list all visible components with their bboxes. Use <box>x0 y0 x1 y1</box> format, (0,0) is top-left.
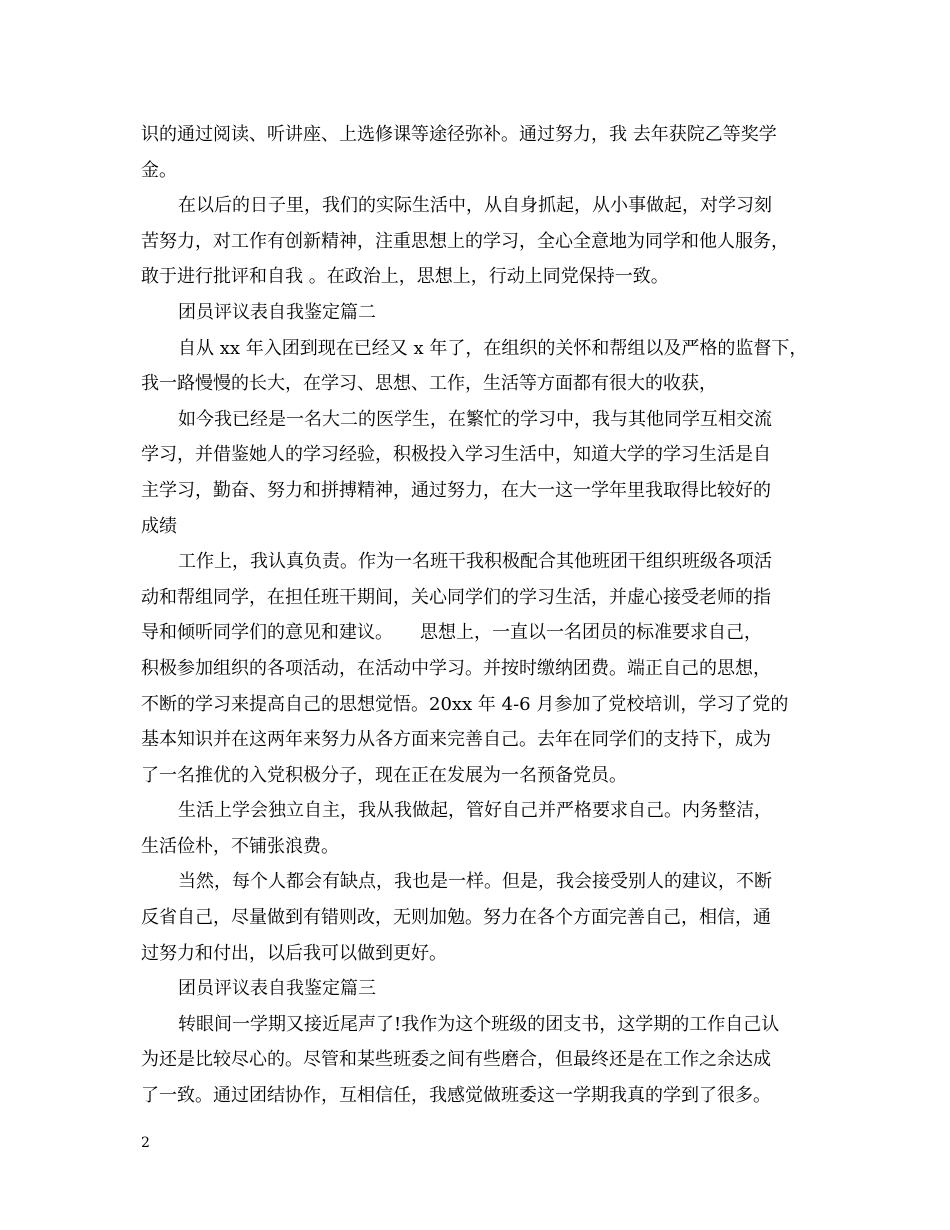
paragraph-start: 生活上学会独立自主，我从我做起，管好自己并严格要求自己。内务整洁， <box>178 800 772 822</box>
text-line: 导和倾听同学们的意见和建议。 思想上，一直以一名团员的标准要求自己， <box>141 622 762 644</box>
paragraph-start: 工作上，我认真负责。作为一名班干我积极配合其他班团干组织班级各项活 <box>178 551 772 573</box>
text-line: 苦努力，对工作有创新精神，注重思想上的学习，全心全意地为同学和他人服务， <box>141 230 789 252</box>
paragraph-start: 转眼间一学期又接近尾声了!我作为这个班级的团支书，这学期的工作自己认 <box>178 1013 780 1035</box>
text-line: 识的通过阅读、听讲座、上选修课等途径弥补。通过努力，我 去年获院乙等奖学 <box>141 124 777 145</box>
section-heading: 团员评议表自我鉴定篇三 <box>178 978 376 1000</box>
section-heading: 团员评议表自我鉴定篇二 <box>178 301 376 323</box>
body-text <box>141 117 821 1114</box>
text-line: 动和帮组同学，在担任班干期间，关心同学们的学习生活，并虚心接受老师的指 <box>141 586 771 608</box>
text-line: 成绩 <box>141 515 177 537</box>
paragraph-start: 如今我已经是一名大二的医学生，在繁忙的学习中，我与其他同学互相交流 <box>178 408 772 430</box>
paragraph-start: 自从 xx 年入团到现在已经又 x 年了，在组织的关怀和帮组以及严格的监督下， <box>178 337 808 359</box>
paragraph-start: 当然，每个人都会有缺点，我也是一样。但是，我会接受别人的建议，不断 <box>178 871 772 893</box>
text-line: 了一致。通过团结协作，互相信任，我感觉做班委这一学期我真的学到了很多。 <box>141 1085 771 1107</box>
text-line: 生活俭朴，不铺张浪费。 <box>141 835 339 857</box>
text-line: 我一路慢慢的长大，在学习、思想、工作，生活等方面都有很大的收获， <box>141 373 717 395</box>
page-number: 2 <box>141 1135 150 1151</box>
text-line: 不断的学习来提高自己的思想觉悟。20xx 年 4-6 月参加了党校培训，学习了党的 <box>141 693 789 715</box>
paragraph-start: 在以后的日子里，我们的实际生活中，从自身抓起，从小事做起，对学习刻 <box>178 195 772 217</box>
text-line: 反省自己，尽量做到有错则改，无则加勉。努力在各个方面完善自己，相信，通 <box>141 907 771 929</box>
text-line: 金。 <box>141 159 177 181</box>
text-line: 了一名推优的入党积极分子，现在正在发展为一名预备党员。 <box>141 764 627 786</box>
text-line: 基本知识并在这两年来努力从各方面来完善自己。去年在同学们的支持下，成为 <box>141 729 771 751</box>
text-line: 为还是比较尽心的。尽管和某些班委之间有些磨合，但最终还是在工作之余达成 <box>141 1049 771 1071</box>
text-line: 主学习，勤奋、努力和拼搏精神，通过努力，在大一这一学年里我取得比较好的 <box>141 479 771 501</box>
text-line: 学习，并借鉴她人的学习经验，积极投入学习生活中，知道大学的学习生活是自 <box>141 444 771 466</box>
text-line: 积极参加组织的各项活动，在活动中学习。并按时缴纳团费。端正自己的思想， <box>141 657 771 679</box>
text-line: 过努力和付出，以后我可以做到更好。 <box>141 942 447 964</box>
text-line: 敢于进行批评和自我 。在政治上，思想上，行动上同党保持一致。 <box>141 266 669 288</box>
